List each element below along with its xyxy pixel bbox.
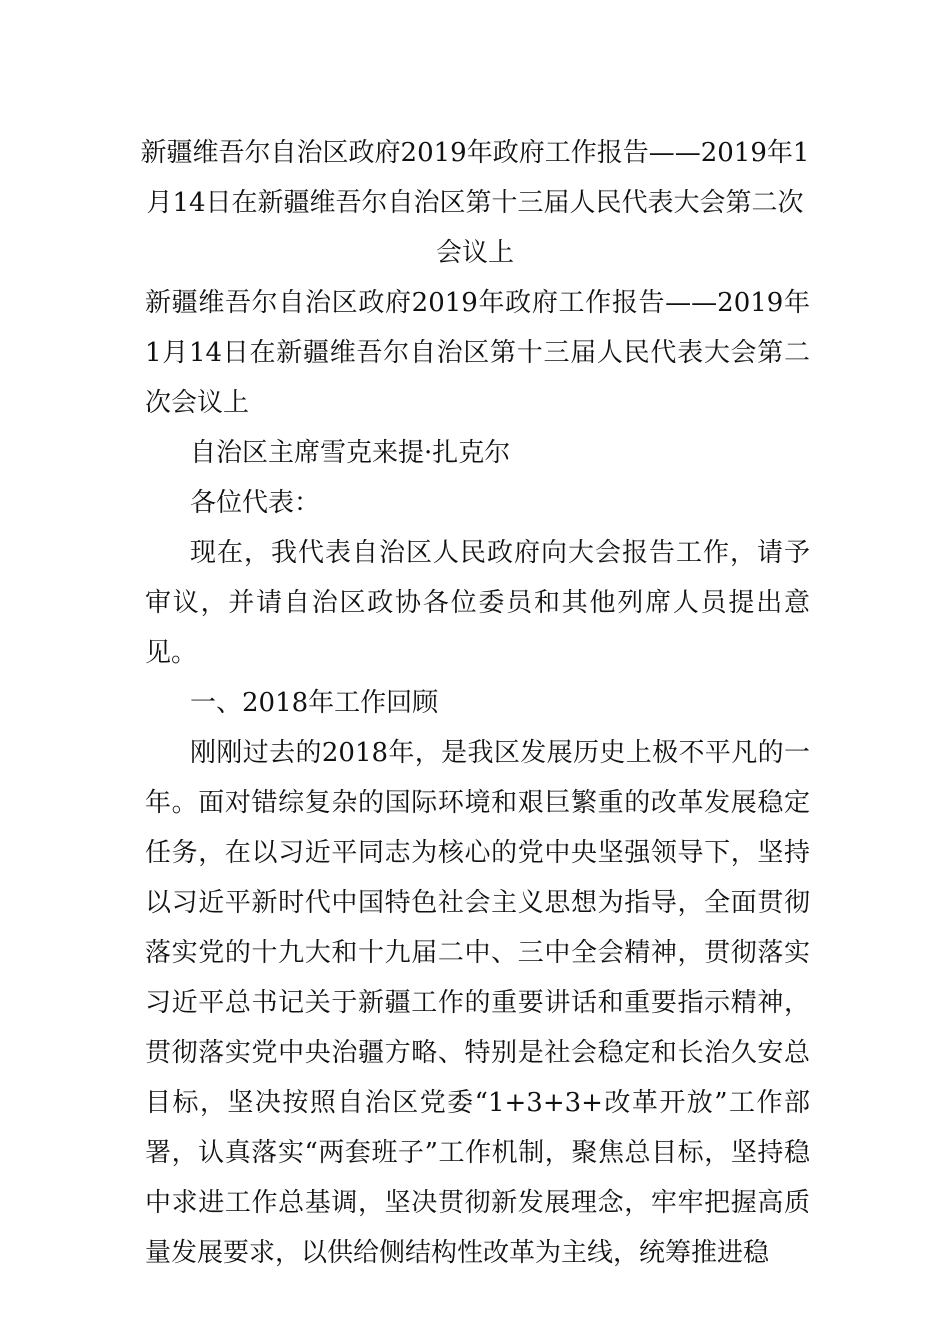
intro-paragraph: 现在，我代表自治区人民政府向大会报告工作，请予审议，并请自治区政协各位委员和其他列席人员提出意见。 [145, 538, 810, 668]
body-paragraph: 刚刚过去的2018年，是我区发展历史上极不平凡的一年。面对错综复杂的国际环境和艰巨繁重的改革发展稳定任务，在以习近平同志为核心的党中央坚强领导下，坚持以习近平新时代中国特色社会主义思想为指导，全面贯彻落实党的十九大和十九届二中、三中全会精神，贯彻落实习近平总书记关于新疆工作的重要讲话和重要指示精神，贯彻落实党中央治疆方略、特别是社会稳定和长治久安总目标，坚决按照自治区党委“1+3+3+改革开放”工作部署，认真落实“两套班子”工作机制，聚焦总目标，坚持稳中求进工作总基调，坚决贯彻新发展理念，牢牢把握高质量发展要求，以供给侧结构性改革为主线，统筹推进稳 [145, 738, 810, 1268]
document-subtitle: 新疆维吾尔自治区政府2019年政府工作报告——2019年1月14日在新疆维吾尔自治区第十三届人民代表大会第二次会议上 [145, 288, 810, 418]
speaker-line: 自治区主席雪克来提·扎克尔 [190, 438, 511, 468]
section-heading: 一、2018年工作回顾 [190, 688, 439, 718]
document-title: 新疆维吾尔自治区政府2019年政府工作报告——2019年1月14日在新疆维吾尔自治区第十三届人民代表大会第二次会议上 [140, 138, 810, 268]
document-body [145, 278, 810, 1278]
salutation: 各位代表： [190, 488, 321, 518]
